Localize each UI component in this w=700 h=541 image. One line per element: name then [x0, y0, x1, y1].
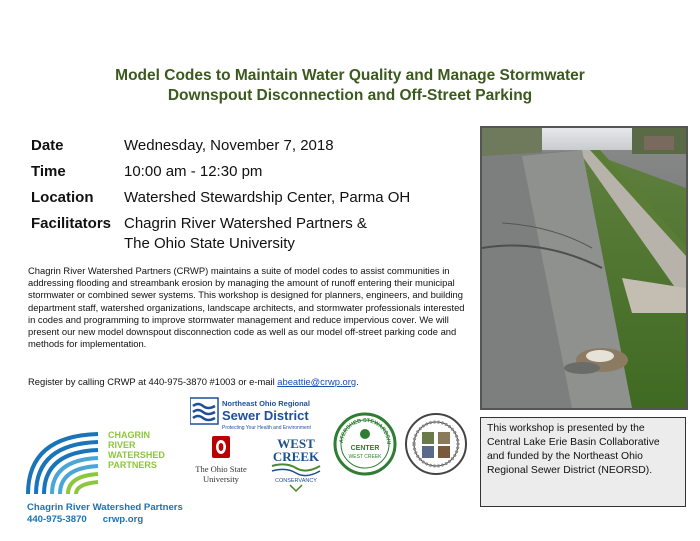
crwp-logo-word-3: WATERSHED — [108, 450, 165, 460]
neorsd-tagline: Protecting Your Health and Environment — [222, 425, 311, 431]
neorsd-logo — [190, 396, 330, 432]
osu-line-1: The Ohio State — [195, 464, 247, 474]
westcreek-line-3: CONSERVANCY — [275, 478, 317, 484]
street-photo — [480, 126, 688, 410]
facilitators-value-2: The Ohio State University — [124, 235, 295, 252]
description-paragraph: Chagrin River Watershed Partners (CRWP) maintains a suite of model codes to assist communities in addressing flooding and streambank erosion by managing the amount of runoff entering their municipal stormwater or combined sewer systems. This workshop is designed for planners, engineers, and building department staff, watershed organizations, landscape architects, and stormwater professionals interested in codes and programming to improve stormwater management and reduce impervious cover. We will present our new model downspout disconnection code as well as our model off-street parking code and methods for implementation. — [28, 265, 465, 350]
time-value: 10:00 am - 12:30 pm — [124, 163, 263, 180]
wsc-arc-text: ATERSHED STEWARDSHI — [338, 417, 392, 445]
crwp-contact — [27, 514, 143, 526]
crwp-logo-word-2: RIVER — [108, 440, 136, 450]
crwp-logo — [24, 424, 204, 499]
location-label: Location — [31, 189, 94, 206]
facilitators-label: Facilitators — [31, 215, 112, 232]
neorsd-main-text: Sewer District — [222, 408, 309, 423]
date-value: Wednesday, November 7, 2018 — [124, 137, 334, 154]
westcreek-line-2: CREEK — [272, 449, 320, 464]
wsc-line-2: WEST CREEK — [348, 454, 382, 460]
osu-logo — [190, 434, 252, 494]
time-label: Time — [31, 163, 66, 180]
wsc-line-1: CENTER — [350, 445, 380, 452]
westcreek-logo — [266, 436, 326, 492]
register-text: Register by calling CRWP at 440-975-3870 #1003 or e-mail — [28, 376, 278, 387]
crwp-name: Chagrin River Watershed Partners — [27, 502, 183, 513]
location-value: Watershed Stewardship Center, Parma OH — [124, 189, 411, 206]
email-link[interactable]: abeattie@crwp.org — [277, 376, 357, 387]
crwp-phone: 440-975-3870 — [27, 514, 87, 525]
register-end: . — [356, 376, 359, 387]
title-line-1: Model Codes to Maintain Water Quality and Manage Stormwater — [115, 67, 585, 84]
watershed-stewardship-center-logo — [333, 412, 397, 476]
osu-line-2: University — [203, 474, 239, 484]
date-label: Date — [31, 137, 64, 154]
crwp-site[interactable]: crwp.org — [102, 514, 144, 525]
funding-note-box: This workshop is presented by the Central Lake Erie Basin Collaborative and funded by the Northeast Ohio Regional Sewer District (NEORSD). — [480, 417, 686, 507]
crwp-logo-word-4: PARTNERS — [108, 460, 157, 470]
register-line — [28, 376, 468, 388]
crwp-logo-word-1: CHAGRIN — [108, 430, 150, 440]
partner-seal-logo — [404, 412, 468, 476]
title-line-2: Downspout Disconnection and Off-Street Parking — [167, 87, 533, 104]
neorsd-top-text: Northeast Ohio Regional — [222, 399, 310, 408]
facilitators-value: Chagrin River Watershed Partners & — [124, 215, 367, 232]
westcreek-line-1: WEST — [277, 436, 315, 451]
